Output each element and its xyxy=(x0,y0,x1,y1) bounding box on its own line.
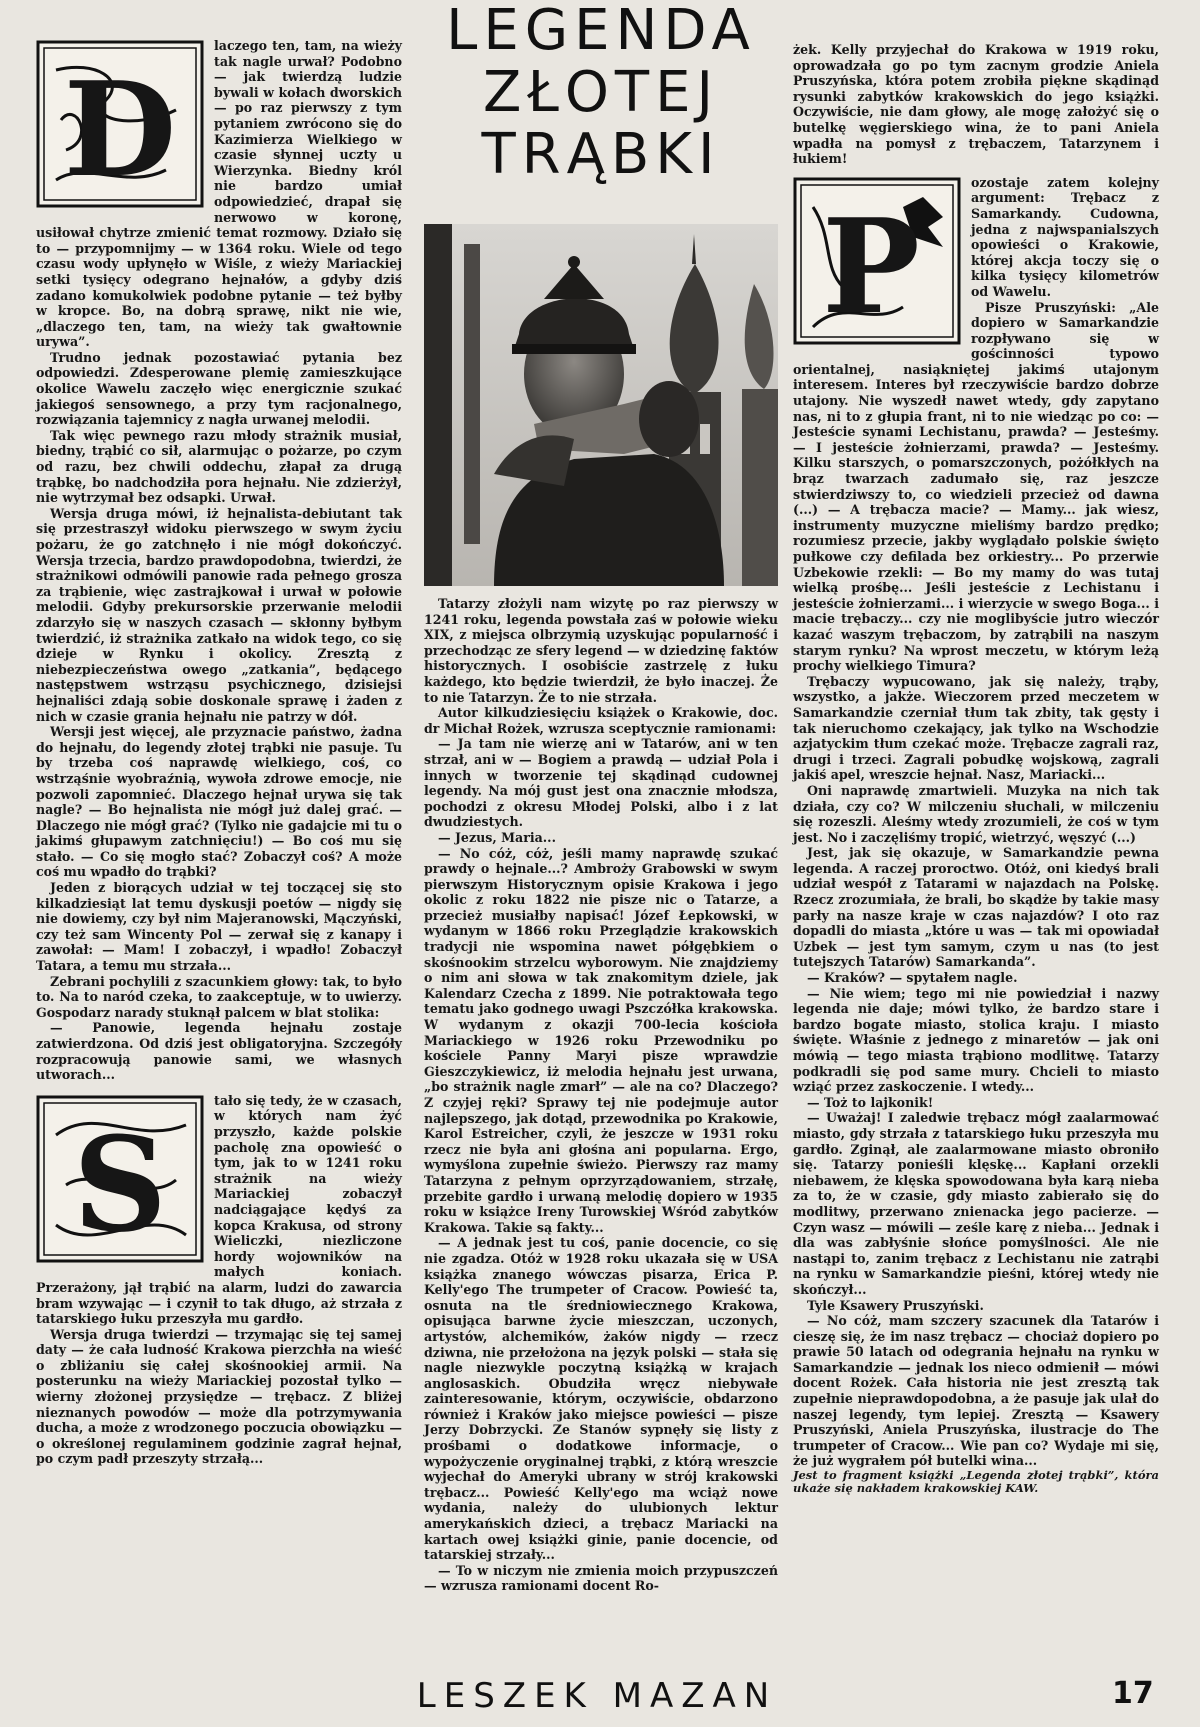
col1-paragraph: Jeden z biorących udział w tej toczącej się sto kilkadziesiąt lat temu dyskusji poetów — nigdy się nie dowiemy, czy był nim Majeranowski, Mączyński, czy też sam Wincenty Pol — zerwał się z kanapy i zawołał: — Mam! I zobaczył, i wpadło! Zobaczył Tatara, a temu mu strzała... xyxy=(36,880,402,974)
col1-paragraph: Wersji jest więcej, ale przyznacie państwo, żadna do hejnału, do legendy złotej trąbki nie pasuje. Tu by trzeba coś naprawdę wielkiego, coś, co wstrząśnie wyobraźnią, wywoła zdrowe emocje, nie pozwoli zapomnieć. Dlaczego hejnał urywa się tak nagle? — Bo hejnalista nie mógł już dalej grać. — Dlaczego nie mógł grać? (Tylko nie gadajcie mi tu o jakimś głupawym zatchnięciu!) — Bo coś mu się stało. — Co się mogło stać? Zobaczył coś? A może coś mu wpadło do trąbki? xyxy=(36,724,402,880)
col1-paragraph: Wersja druga mówi, iż hejnalista-debiutant tak się przestraszył widoku pierwszego w swym życiu pożaru, że go zatchnęło i nie mógł dokończyć. Wersja trzecia, bardzo prawdopodobna, twierdzi, że strażnikowi odmówili panowie rada pełnego grosza za trąbienie, więc zastrajkował i urwał w połowie melodii. Gdyby prekursorskie przerwanie melodii zdarzyło się w naszych czasach — skłonny byłbym twierdzić, iż strażnika zatkało na widok tego, co się dzieje w Rynku i okolicy. Zresztą z niebezpieczeństwa owego „zatkania”, będącego następstwem wstrząsu psychicznego, dzisiejsi hejnaliści zdają sobie doskonale sprawę i żaden z nich w czasie grania hejnału nie patrzy w dół. xyxy=(36,505,402,724)
book-fragment-note: Jest to fragment książki „Legenda złotej trąbki”, która ukaże się nakładem krakowskiej KAW. xyxy=(793,1468,1159,1496)
col3-paragraph: Pisze Pruszyński: „Ale dopiero w Samarkandzie rozpływano się w gościnności typowo orientalnej, nasiąkniętej jakimś utajonym interesem. Interes był rzeczywiście bardzo dobrze utajony. Nie wyszedł nawet wtedy, gdy zapytano nas, ni to z głupia frant, ni to nie wiedząc po co: — Jesteście synami Lechistanu, prawda? — Jesteśmy. — I jesteście żołnierzami, prawda? — Jesteśmy. Kilku starszych, o pomarszczonych, pożółkłych na brąz twarzach zadumało się, raz jeszcze stwierdziwszy to, co wiedzieli przecież od dawna (...) — A trębacza macie? — Mamy... jak wiesz, instrumenty muzyczne mieliśmy bardzo prędko; rozumiesz przecie, jakby wyglądało polskie święto pułkowe czy defilada bez orkiestry... Po przerwie Uzbekowie rzekli: — Bo my mamy do was tutaj wielką prośbę... Jeśli jesteście z Lechistanu i jesteście żołnierzami... i wierzycie w swego Boga... i macie trębaczy... czy nie moglibyście jutro wieczór kazać waszym trębaczom, by zatrąbili na naszym starym rynku? Na wprost meczetu, w którym leżą prochy wielkiego Timura? xyxy=(793,299,1159,674)
col2-paragraph: — To w niczym nie zmienia moich przypuszczeń — wzrusza ramionami docent Ro- xyxy=(424,1562,778,1594)
col2-paragraph: Tatarzy złożyli nam wizytę po raz pierwszy w 1241 roku, legenda powstała zaś w połowie wieku XIX, z miejsca olbrzymią uzyskując popularność i przechodząc ze sfery legend — w dziedzinę faktów historycznych. I osobiście zastrzelę z łuku każdego, kto będzie twierdził, że było inaczej. Że to nie Tatarzyn. Że to nie strzała. xyxy=(424,596,778,705)
col3-paragraph: Jest, jak się okazuje, w Samarkandzie pewna legenda. A raczej proroctwo. Otóż, oni kiedyś brali udział wespół z Tatarami w najazdach na Polskę. Rzecz zrozumiała, że brali, bo skądże by takie masy parły na nasze kraje w czas najazdów? I oto raz dopadli do miasta „które u was — tak mi opowiadał Uzbek — jest tym samym, czym u nas (to jest tutejszych Tatarów) Samarkanda”. xyxy=(793,845,1159,970)
col3-paragraph: — Toż to lajkonik! xyxy=(807,1094,934,1110)
col3-paragraph: Tyle Ksawery Pruszyński. xyxy=(807,1297,984,1313)
col2-paragraph: — Ja tam nie wierzę ani w Tatarów, ani w ten strzał, ani w — Bogiem a prawdą — udział Pola i innych w tworzenie tej skądinąd cudownej legendy. Na mój gust jest ona znacznie młodsza, pochodzi z okresu Młodej Polski, albo i z lat dwudziestych. xyxy=(424,736,778,830)
col2-paragraph: — A jednak jest tu coś, panie docencie, co się nie zgadza. Otóż w 1928 roku ukazała się w USA książka znanego wówczas pisarza, Erica P. Kelly'ego The trumpeter of Cracow. Powieść ta, osnuta na tle średniowiecznego Krakowa, opisująca barwne życie mieszczan, uczonych, artystów, alchemików, żaków nigdy — rzecz dziwna, nie przełożona na język polski — stała się nagle niezwykle poczytną książką w krajach anglosaskich. Obudziła wręcz niebywałe zainteresowanie, którym, oczywiście, obdarzono również i Kraków jako miejsce powieści — pisze Jerzy Dobrzycki. Ze Stanów sypnęły się listy z prośbami o dodatkowe informacje, o wypożyczenie oryginalnej trąbki, z którą wreszcie wyjechał do Ameryki ubrany w strój krakowski trębacz... Powieść Kelly'ego ma wciąż nowe wydania, należy do ulubionych lektur amerykańskich dzieci, a trębacz Mariacki na kartach owej książki ginie, panie docencie, od tatarskiej strzały... xyxy=(424,1235,778,1563)
col1-paragraph: tało się tedy, że w czasach, w których nam żyć przyszło, każde polskie pacholę zna opowieść o tym, jak to w 1241 roku strażnik na wieży Mariackiej zobaczył nadciągające kędyś za kopca Krakusa, od strony Wieliczki, niezliczone hordy wojowników na małych koniach. Przerażony, jął trąbić na alarm, ludzi do zawarcia bram wzywając — i czynił to tak długo, aż strzała z tatarskiego łuku przeszyła mu gardło. xyxy=(36,1092,402,1327)
col3-paragraph: — Kraków? — spytałem nagle. xyxy=(807,970,1018,986)
col1-paragraph: Zebrani pochylili z szacunkiem głowy: tak, to było to. Na to naród czeka, to zaakceptuje, w to uwierzy. Gospodarz narady stuknął palcem w blat stolika: xyxy=(36,973,402,1020)
col2-paragraph: — Jezus, Maria... xyxy=(438,829,556,845)
author-byline: LESZEK MAZAN xyxy=(416,1676,778,1716)
dropcap-s-ornament xyxy=(36,1095,204,1263)
col1-paragraph: Wersja druga twierdzi — trzymając się tej samej daty — że cała ludność Krakowa pierzchła na wieść o zbliżaniu się całej skośnookiej armii. Na posterunku na wieży Mariackiej pozostał tylko — wierny złożonej przysiędze — trębacz. Z bliżej nieznanych powodów — może dla potrzymywania ducha, a może z wrodzonego poczucia obowiązku — o określonej regulaminem godzinie zagrał hejnał, po czym padł przeszyty strzałą... xyxy=(36,1326,402,1467)
dropcap-letter: D xyxy=(63,53,177,206)
col2-paragraph: Autor kilkudziesięciu książek o Krakowie, doc. dr Michał Rożek, wzrusza sceptycznie ramionami: xyxy=(424,705,778,736)
column-1 xyxy=(36,38,402,1467)
col2-paragraph: — No cóż, cóż, jeśli mamy naprawdę szukać prawdy o hejnale...? Ambroży Grabowski w swym pierwszym Historycznym opisie Krakowa i jego okolic z roku 1822 nie pisze nic o Tatarze, a przecież musiałby napisać! Józef Łepkowski, w wydanym w 1866 roku Przeglądzie krakowskich tradycji nie wspomina nawet półgębkiem o skośnookim strzelcu wyborowym. Nie znajdziemy o nim ani słowa w tak znakomitym dziele, jak Kalendarz Czecha z 1899. Nie potraktowała tego tematu jako godnego uwagi Pszczółka krakowska. W wydanym z okazji 700-lecia kościoła Mariackiego w 1926 roku Przewodniku po kościele Panny Maryi pisze wprawdzie Gieszczykiewicz, iż melodia hejnału jest urwana, „bo strażnik nagle zmarł” — ale na co? Dlaczego? Z czyjej ręki? Sprawy tej nie podejmuje autor najlepszego, jak dotąd, przewodnika po Krakowie, Karol Estreicher, czyli, że jeszcze w 1931 roku rzecz nie była ani głośna ani popularna. Ergo, wymyślona zupełnie świeżo. Pierwszy raz mamy Tatarzyna z pełnym oprzyrządowaniem, strzałę, przebite gardło i urwaną melodię dopiero w 1935 roku w książce Ireny Turowskiej Wśród zabytków Krakowa. Takie są fakty... xyxy=(424,845,778,1235)
col3-paragraph: żek. Kelly przyjechał do Krakowa w 1919 roku, oprowadzała go po tym zacnym grodzie Aniela Pruszyńska, która potem zrobiła piękne skądinąd rysunki zabytków krakowskich do jego książki. Oczywiście, nie dam głowy, ale mogę założyć się o butelkę węgierskiego wina, że to pani Aniela wpadła na pomysł z trębaczem, Tatarzynem i łukiem! xyxy=(793,42,1159,167)
title-line-1: LEGENDA xyxy=(446,0,756,63)
article-title xyxy=(424,0,778,186)
dropcap-letter: P xyxy=(822,189,920,343)
col1-paragraph: Trudno jednak pozostawiać pytania bez odpowiedzi. Zdesperowane plemię zamieszkujące okolice Wawelu zaczęło więc energicznie szukać jakiegoś sensownego, a przy tym racjonalnego, rozwiązania tajemnicy z nagła urwanej melodii. xyxy=(36,349,402,428)
col3-paragraph: Oni naprawdę zmartwieli. Muzyka na nich tak działa, czy co? W milczeniu słuchali, w milczeniu się rozeszli. Aleśmy wtedy zrozumieli, że coś w tym jest. No i zaczęliśmy tropić, wietrzyć, węszyć (...) xyxy=(793,782,1159,845)
col3-paragraph: — No cóż, mam szczery szacunek dla Tatarów i cieszę się, że im nasz trębacz — chociaż dopiero po prawie 50 latach od odegrania hejnału na rynku w Samarkandzie — jednak los nieco odmienił — mówi docent Rożek. Cała historia nie jest zresztą tak zupełnie nieprawdopodobna, a że pasuje jak ulał do naszej legendy, tym lepiej. Zresztą — Ksawery Pruszyński, Aniela Pruszyńska, ilustracje do The trumpeter of Cracow... Wie pan co? Wydaje mi się, że już wygrałem pół butelki wina... xyxy=(793,1313,1159,1469)
dropcap-d-ornament xyxy=(36,40,204,208)
col3-paragraph: — Uważaj! I zaledwie trębacz mógł zaalarmować miasto, gdy strzała z tatarskiego łuku przeszyła mu gardło. Zginął, ale zaalarmowane miasto obroniło się. Tatarzy ponieśli klęskę... Kapłani orzekli niebawem, że klęska spowodowana była karą nieba za to, że w czasie, gdy miasto zabierało się do modlitwy, przerwano znienacka jego pacierze. — Czyn wasz — mówili — ześle karę z nieba... Jednak i dla was zabłyśnie słońce pomyślności. Ale nie nastąpi to, zanim trębacz z Lechistanu nie zatrąbi na rynku w Samarkandzie pieśni, której wtedy nie skończył... xyxy=(793,1110,1159,1297)
column-3 xyxy=(793,42,1159,1495)
col1-paragraph: Tak więc pewnego razu młody strażnik musiał, biedny, trąbić co sił, alarmując o pożarze, po czym od razu, bez chwili oddechu, złapał za drugą trąbkę, bo nadchodziła pora hejnału. Nie zdzierżył, nie wytrzymał bez odsapki. Urwał. xyxy=(36,427,402,506)
col1-paragraph: — Panowie, legenda hejnału zostaje zatwierdzona. Od dziś jest obligatoryjna. Szczegóły rozpracowują panowie sami, we własnych utworach... xyxy=(36,1020,402,1083)
col1-intro: laczego ten, tam, na wieży tak nagle urwał? Podobno — jak twierdzą ludzie bywali w kołach dworskich — po raz pierwszy z tym pytaniem zwrócono się do Kazimierza Wielkiego w czasie słynnej uczty u Wierzynka. Biedny król nie bardzo umiał odpowiedzieć, drapał się nerwowo w koronę, usiłował chytrze zmienić temat rozmowy. Działo się to — przypomnijmy — w 1364 roku. Wiele od tego czasu wody upłynęło w Wiśle, z wieży Mariackiej setki tysięcy odegrano hejnałów, a gdyby dziś zadano komukolwiek podobne pytanie — też byłby w kropce. Bo, na dobrą sprawę, nikt nie wie, „dlaczego ten, tam, na wieży tak gwałtownie urywa”. xyxy=(36,38,402,350)
col3-paragraph: Trębaczy wypucowano, jak się należy, trąby, wszystko, a jakże. Wieczorem przed meczetem w Samarkandzie czerniał tłum tak zbity, tak gęsty i tak nieruchomo czekający, jak tylko na Wschodzie azjatyckim tłum czekać może. Trębacze zagrali raz, drugi i trzeci. Zagrali pobudkę wojskową, zagrali jakiś apel, wreszcie hejnał. Nasz, Mariacki... xyxy=(793,673,1159,783)
dropcap-p-ornament xyxy=(793,177,961,345)
column-2 xyxy=(424,596,778,1594)
title-line-3: TRĄBKI xyxy=(481,122,721,187)
trumpeter-photo xyxy=(424,224,778,586)
col3-paragraph: — Nie wiem; tego mi nie powiedział i nazwy legenda nie daje; mówi tylko, że bardzo stare i bardzo bogate miasto, stolica kraju. I miasto święte. Właśnie z jednego z minaretów — jak oni mówią — tego miasta trąbiono modlitwę. Tatarzy podkradli się pod same mury. Chcieli to miasto wziąć przez zaskoczenie. I wtedy... xyxy=(793,985,1159,1095)
dropcap-letter: S xyxy=(73,1107,167,1261)
title-line-2: ZŁOTEJ xyxy=(482,60,720,125)
page-number: 17 xyxy=(1112,1676,1154,1711)
col3-paragraph: ozostaje zatem kolejny argument: Trębacz z Samarkandy. Cudowna, jedna z najwspanialszych opowieści o Krakowie, której akcja toczy się o kilka tysięcy kilometrów od Wawelu. xyxy=(971,174,1159,299)
